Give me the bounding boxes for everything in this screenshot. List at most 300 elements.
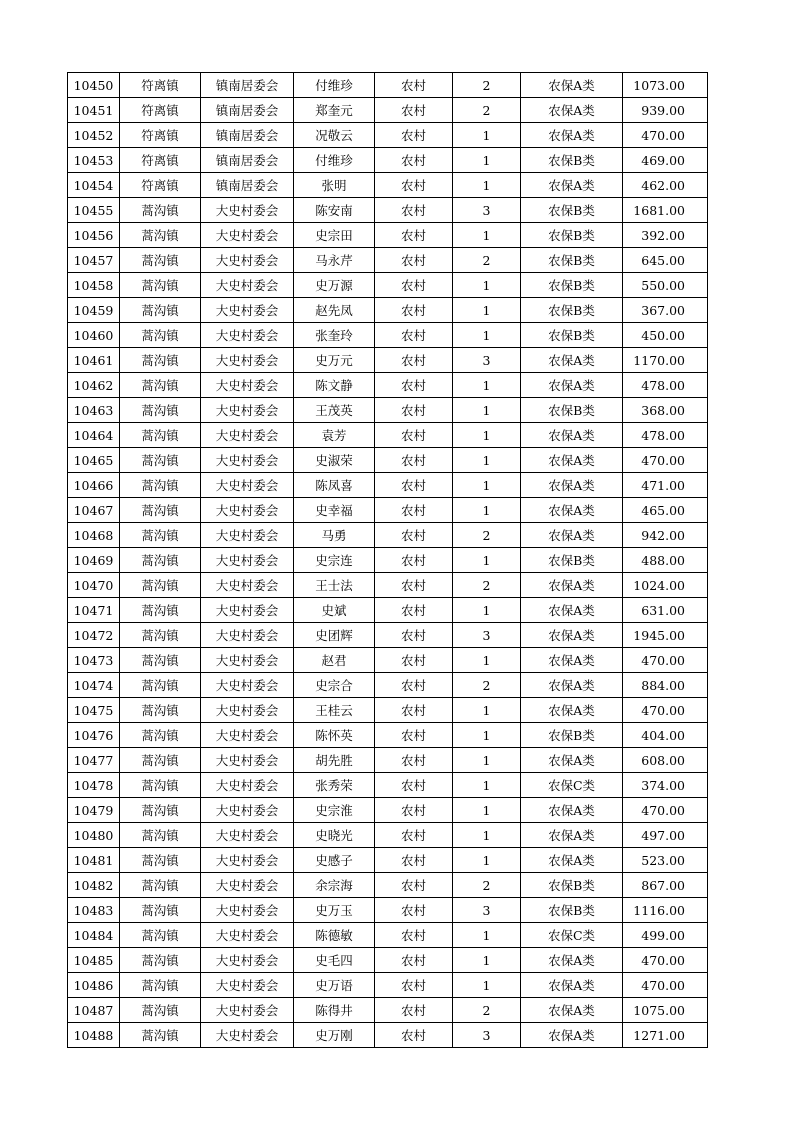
table-row [68, 523, 708, 548]
town-cell: 蒿沟镇 [120, 448, 201, 473]
area-type-cell: 农村 [375, 548, 453, 573]
category-cell: 农保B类 [521, 223, 623, 248]
name-cell: 史万语 [294, 973, 375, 998]
table-row [68, 673, 708, 698]
name-cell: 史万玉 [294, 898, 375, 923]
record-id-cell: 10475 [68, 698, 120, 723]
table-row [68, 723, 708, 748]
area-type-cell: 农村 [375, 623, 453, 648]
village-cell: 镇南居委会 [201, 73, 294, 98]
record-id-cell: 10457 [68, 248, 120, 273]
amount-cell: 470.00 [623, 948, 708, 973]
table-row [68, 998, 708, 1023]
record-id-cell: 10484 [68, 923, 120, 948]
category-cell: 农保A类 [521, 598, 623, 623]
name-cell: 陈怀英 [294, 723, 375, 748]
category-cell: 农保A类 [521, 673, 623, 698]
category-cell: 农保A类 [521, 973, 623, 998]
record-id-cell: 10465 [68, 448, 120, 473]
area-type-cell: 农村 [375, 123, 453, 148]
area-type-cell: 农村 [375, 473, 453, 498]
amount-cell: 1116.00 [623, 898, 708, 923]
record-id-cell: 10469 [68, 548, 120, 573]
count-cell: 1 [453, 948, 521, 973]
category-cell: 农保A类 [521, 348, 623, 373]
record-id-cell: 10480 [68, 823, 120, 848]
record-id-cell: 10459 [68, 298, 120, 323]
category-cell: 农保A类 [521, 173, 623, 198]
table-row [68, 273, 708, 298]
amount-cell: 884.00 [623, 673, 708, 698]
count-cell: 1 [453, 723, 521, 748]
name-cell: 史万刚 [294, 1023, 375, 1048]
town-cell: 符离镇 [120, 98, 201, 123]
area-type-cell: 农村 [375, 948, 453, 973]
table-row [68, 498, 708, 523]
town-cell: 蒿沟镇 [120, 948, 201, 973]
area-type-cell: 农村 [375, 173, 453, 198]
amount-cell: 942.00 [623, 523, 708, 548]
town-cell: 蒿沟镇 [120, 373, 201, 398]
name-cell: 史毛四 [294, 948, 375, 973]
category-cell: 农保B类 [521, 398, 623, 423]
village-cell: 大史村委会 [201, 948, 294, 973]
count-cell: 1 [453, 823, 521, 848]
village-cell: 大史村委会 [201, 673, 294, 698]
table-body [68, 73, 708, 1048]
village-cell: 大史村委会 [201, 648, 294, 673]
village-cell: 镇南居委会 [201, 148, 294, 173]
amount-cell: 645.00 [623, 248, 708, 273]
count-cell: 3 [453, 1023, 521, 1048]
count-cell: 2 [453, 873, 521, 898]
record-id-cell: 10471 [68, 598, 120, 623]
category-cell: 农保A类 [521, 748, 623, 773]
village-cell: 大史村委会 [201, 823, 294, 848]
table-row [68, 73, 708, 98]
area-type-cell: 农村 [375, 673, 453, 698]
village-cell: 大史村委会 [201, 498, 294, 523]
name-cell: 王士法 [294, 573, 375, 598]
record-id-cell: 10488 [68, 1023, 120, 1048]
table-row [68, 448, 708, 473]
category-cell: 农保A类 [521, 1023, 623, 1048]
count-cell: 2 [453, 523, 521, 548]
table-row [68, 598, 708, 623]
town-cell: 蒿沟镇 [120, 198, 201, 223]
category-cell: 农保A类 [521, 73, 623, 98]
village-cell: 大史村委会 [201, 223, 294, 248]
village-cell: 大史村委会 [201, 998, 294, 1023]
town-cell: 蒿沟镇 [120, 923, 201, 948]
amount-cell: 465.00 [623, 498, 708, 523]
village-cell: 大史村委会 [201, 523, 294, 548]
name-cell: 史幸福 [294, 498, 375, 523]
record-id-cell: 10478 [68, 773, 120, 798]
table-row [68, 798, 708, 823]
category-cell: 农保C类 [521, 773, 623, 798]
village-cell: 大史村委会 [201, 473, 294, 498]
category-cell: 农保B类 [521, 723, 623, 748]
amount-cell: 1945.00 [623, 623, 708, 648]
table-row [68, 373, 708, 398]
town-cell: 蒿沟镇 [120, 298, 201, 323]
town-cell: 蒿沟镇 [120, 523, 201, 548]
count-cell: 1 [453, 748, 521, 773]
record-id-cell: 10461 [68, 348, 120, 373]
town-cell: 蒿沟镇 [120, 748, 201, 773]
village-cell: 镇南居委会 [201, 98, 294, 123]
count-cell: 1 [453, 148, 521, 173]
village-cell: 大史村委会 [201, 898, 294, 923]
table-row [68, 173, 708, 198]
name-cell: 马勇 [294, 523, 375, 548]
name-cell: 陈德敏 [294, 923, 375, 948]
record-id-cell: 10453 [68, 148, 120, 173]
category-cell: 农保B类 [521, 873, 623, 898]
count-cell: 1 [453, 298, 521, 323]
table-row [68, 873, 708, 898]
name-cell: 况敬云 [294, 123, 375, 148]
area-type-cell: 农村 [375, 523, 453, 548]
category-cell: 农保B类 [521, 248, 623, 273]
category-cell: 农保B类 [521, 323, 623, 348]
table-row [68, 973, 708, 998]
category-cell: 农保A类 [521, 98, 623, 123]
category-cell: 农保A类 [521, 448, 623, 473]
table-row [68, 248, 708, 273]
count-cell: 1 [453, 498, 521, 523]
category-cell: 农保A类 [521, 998, 623, 1023]
record-id-cell: 10467 [68, 498, 120, 523]
village-cell: 大史村委会 [201, 548, 294, 573]
town-cell: 蒿沟镇 [120, 873, 201, 898]
town-cell: 符离镇 [120, 148, 201, 173]
name-cell: 史斌 [294, 598, 375, 623]
amount-cell: 1170.00 [623, 348, 708, 373]
amount-cell: 462.00 [623, 173, 708, 198]
name-cell: 郑奎元 [294, 98, 375, 123]
table-row [68, 948, 708, 973]
amount-cell: 392.00 [623, 223, 708, 248]
category-cell: 农保A类 [521, 123, 623, 148]
area-type-cell: 农村 [375, 373, 453, 398]
category-cell: 农保B类 [521, 148, 623, 173]
town-cell: 蒿沟镇 [120, 998, 201, 1023]
amount-cell: 550.00 [623, 273, 708, 298]
category-cell: 农保A类 [521, 523, 623, 548]
table-row [68, 698, 708, 723]
town-cell: 蒿沟镇 [120, 498, 201, 523]
village-cell: 大史村委会 [201, 723, 294, 748]
village-cell: 大史村委会 [201, 348, 294, 373]
record-id-cell: 10485 [68, 948, 120, 973]
category-cell: 农保A类 [521, 473, 623, 498]
count-cell: 3 [453, 348, 521, 373]
amount-cell: 471.00 [623, 473, 708, 498]
amount-cell: 488.00 [623, 548, 708, 573]
count-cell: 1 [453, 773, 521, 798]
area-type-cell: 农村 [375, 923, 453, 948]
amount-cell: 523.00 [623, 848, 708, 873]
amount-cell: 469.00 [623, 148, 708, 173]
record-id-cell: 10474 [68, 673, 120, 698]
count-cell: 3 [453, 198, 521, 223]
category-cell: 农保B类 [521, 273, 623, 298]
amount-cell: 1271.00 [623, 1023, 708, 1048]
count-cell: 1 [453, 798, 521, 823]
count-cell: 2 [453, 248, 521, 273]
count-cell: 1 [453, 473, 521, 498]
record-id-cell: 10473 [68, 648, 120, 673]
count-cell: 1 [453, 448, 521, 473]
town-cell: 蒿沟镇 [120, 723, 201, 748]
town-cell: 蒿沟镇 [120, 1023, 201, 1048]
count-cell: 1 [453, 923, 521, 948]
village-cell: 大史村委会 [201, 198, 294, 223]
record-id-cell: 10454 [68, 173, 120, 198]
amount-cell: 470.00 [623, 798, 708, 823]
name-cell: 余宗海 [294, 873, 375, 898]
table-row [68, 473, 708, 498]
amount-cell: 1681.00 [623, 198, 708, 223]
town-cell: 蒿沟镇 [120, 423, 201, 448]
amount-cell: 470.00 [623, 648, 708, 673]
town-cell: 蒿沟镇 [120, 973, 201, 998]
town-cell: 蒿沟镇 [120, 823, 201, 848]
town-cell: 蒿沟镇 [120, 573, 201, 598]
table-row [68, 848, 708, 873]
town-cell: 蒿沟镇 [120, 223, 201, 248]
area-type-cell: 农村 [375, 198, 453, 223]
amount-cell: 867.00 [623, 873, 708, 898]
amount-cell: 450.00 [623, 323, 708, 348]
village-cell: 大史村委会 [201, 323, 294, 348]
category-cell: 农保A类 [521, 798, 623, 823]
name-cell: 陈安南 [294, 198, 375, 223]
name-cell: 马永芹 [294, 248, 375, 273]
count-cell: 2 [453, 573, 521, 598]
area-type-cell: 农村 [375, 273, 453, 298]
name-cell: 王桂云 [294, 698, 375, 723]
village-cell: 大史村委会 [201, 423, 294, 448]
area-type-cell: 农村 [375, 573, 453, 598]
village-cell: 大史村委会 [201, 373, 294, 398]
village-cell: 大史村委会 [201, 748, 294, 773]
count-cell: 1 [453, 848, 521, 873]
table-row [68, 298, 708, 323]
record-id-cell: 10468 [68, 523, 120, 548]
village-cell: 大史村委会 [201, 598, 294, 623]
record-id-cell: 10450 [68, 73, 120, 98]
name-cell: 史淑荣 [294, 448, 375, 473]
count-cell: 2 [453, 98, 521, 123]
village-cell: 大史村委会 [201, 773, 294, 798]
table-row [68, 423, 708, 448]
record-id-cell: 10477 [68, 748, 120, 773]
town-cell: 蒿沟镇 [120, 598, 201, 623]
amount-cell: 499.00 [623, 923, 708, 948]
table-row [68, 648, 708, 673]
town-cell: 蒿沟镇 [120, 648, 201, 673]
table-row [68, 823, 708, 848]
category-cell: 农保C类 [521, 923, 623, 948]
count-cell: 1 [453, 223, 521, 248]
amount-cell: 470.00 [623, 123, 708, 148]
town-cell: 蒿沟镇 [120, 273, 201, 298]
town-cell: 蒿沟镇 [120, 798, 201, 823]
town-cell: 蒿沟镇 [120, 698, 201, 723]
table-row [68, 898, 708, 923]
name-cell: 张明 [294, 173, 375, 198]
table-row [68, 223, 708, 248]
town-cell: 蒿沟镇 [120, 348, 201, 373]
area-type-cell: 农村 [375, 348, 453, 373]
town-cell: 蒿沟镇 [120, 248, 201, 273]
name-cell: 史感子 [294, 848, 375, 873]
area-type-cell: 农村 [375, 1023, 453, 1048]
town-cell: 蒿沟镇 [120, 673, 201, 698]
town-cell: 蒿沟镇 [120, 473, 201, 498]
name-cell: 付维珍 [294, 148, 375, 173]
category-cell: 农保A类 [521, 698, 623, 723]
village-cell: 大史村委会 [201, 848, 294, 873]
record-id-cell: 10452 [68, 123, 120, 148]
name-cell: 袁芳 [294, 423, 375, 448]
record-id-cell: 10458 [68, 273, 120, 298]
area-type-cell: 农村 [375, 723, 453, 748]
table-row [68, 923, 708, 948]
name-cell: 史晓光 [294, 823, 375, 848]
record-id-cell: 10479 [68, 798, 120, 823]
table-row [68, 623, 708, 648]
village-cell: 镇南居委会 [201, 173, 294, 198]
count-cell: 2 [453, 73, 521, 98]
record-id-cell: 10464 [68, 423, 120, 448]
name-cell: 王茂英 [294, 398, 375, 423]
name-cell: 史宗淮 [294, 798, 375, 823]
count-cell: 1 [453, 123, 521, 148]
table-row [68, 98, 708, 123]
amount-cell: 478.00 [623, 423, 708, 448]
record-id-cell: 10463 [68, 398, 120, 423]
town-cell: 蒿沟镇 [120, 623, 201, 648]
amount-cell: 1075.00 [623, 998, 708, 1023]
record-id-cell: 10451 [68, 98, 120, 123]
name-cell: 史宗田 [294, 223, 375, 248]
name-cell: 张秀荣 [294, 773, 375, 798]
amount-cell: 368.00 [623, 398, 708, 423]
count-cell: 1 [453, 698, 521, 723]
table-row [68, 198, 708, 223]
area-type-cell: 农村 [375, 248, 453, 273]
village-cell: 大史村委会 [201, 448, 294, 473]
record-id-cell: 10466 [68, 473, 120, 498]
amount-cell: 470.00 [623, 973, 708, 998]
area-type-cell: 农村 [375, 823, 453, 848]
count-cell: 1 [453, 398, 521, 423]
area-type-cell: 农村 [375, 448, 453, 473]
amount-cell: 1024.00 [623, 573, 708, 598]
name-cell: 陈文静 [294, 373, 375, 398]
town-cell: 蒿沟镇 [120, 398, 201, 423]
area-type-cell: 农村 [375, 748, 453, 773]
area-type-cell: 农村 [375, 398, 453, 423]
village-cell: 大史村委会 [201, 1023, 294, 1048]
name-cell: 史宗连 [294, 548, 375, 573]
category-cell: 农保B类 [521, 898, 623, 923]
area-type-cell: 农村 [375, 648, 453, 673]
record-id-cell: 10481 [68, 848, 120, 873]
record-id-cell: 10482 [68, 873, 120, 898]
category-cell: 农保A类 [521, 423, 623, 448]
table-row [68, 573, 708, 598]
name-cell: 付维珍 [294, 73, 375, 98]
record-id-cell: 10456 [68, 223, 120, 248]
area-type-cell: 农村 [375, 998, 453, 1023]
name-cell: 陈得井 [294, 998, 375, 1023]
area-type-cell: 农村 [375, 298, 453, 323]
amount-cell: 470.00 [623, 448, 708, 473]
town-cell: 符离镇 [120, 73, 201, 98]
area-type-cell: 农村 [375, 223, 453, 248]
village-cell: 镇南居委会 [201, 123, 294, 148]
name-cell: 史万元 [294, 348, 375, 373]
count-cell: 1 [453, 323, 521, 348]
count-cell: 1 [453, 423, 521, 448]
town-cell: 符离镇 [120, 123, 201, 148]
amount-cell: 367.00 [623, 298, 708, 323]
area-type-cell: 农村 [375, 698, 453, 723]
town-cell: 蒿沟镇 [120, 323, 201, 348]
table-row [68, 748, 708, 773]
village-cell: 大史村委会 [201, 298, 294, 323]
area-type-cell: 农村 [375, 848, 453, 873]
record-id-cell: 10460 [68, 323, 120, 348]
record-id-cell: 10455 [68, 198, 120, 223]
record-id-cell: 10462 [68, 373, 120, 398]
amount-cell: 1073.00 [623, 73, 708, 98]
amount-cell: 404.00 [623, 723, 708, 748]
area-type-cell: 农村 [375, 798, 453, 823]
category-cell: 农保B类 [521, 548, 623, 573]
count-cell: 1 [453, 973, 521, 998]
count-cell: 2 [453, 998, 521, 1023]
amount-cell: 497.00 [623, 823, 708, 848]
area-type-cell: 农村 [375, 498, 453, 523]
table-row [68, 123, 708, 148]
village-cell: 大史村委会 [201, 798, 294, 823]
record-id-cell: 10483 [68, 898, 120, 923]
name-cell: 赵君 [294, 648, 375, 673]
town-cell: 蒿沟镇 [120, 848, 201, 873]
area-type-cell: 农村 [375, 98, 453, 123]
name-cell: 史宗合 [294, 673, 375, 698]
table-row [68, 773, 708, 798]
area-type-cell: 农村 [375, 773, 453, 798]
record-id-cell: 10486 [68, 973, 120, 998]
category-cell: 农保A类 [521, 848, 623, 873]
amount-cell: 608.00 [623, 748, 708, 773]
category-cell: 农保A类 [521, 648, 623, 673]
count-cell: 1 [453, 598, 521, 623]
name-cell: 史万源 [294, 273, 375, 298]
count-cell: 3 [453, 623, 521, 648]
table-row [68, 548, 708, 573]
name-cell: 陈凤喜 [294, 473, 375, 498]
record-id-cell: 10472 [68, 623, 120, 648]
area-type-cell: 农村 [375, 323, 453, 348]
